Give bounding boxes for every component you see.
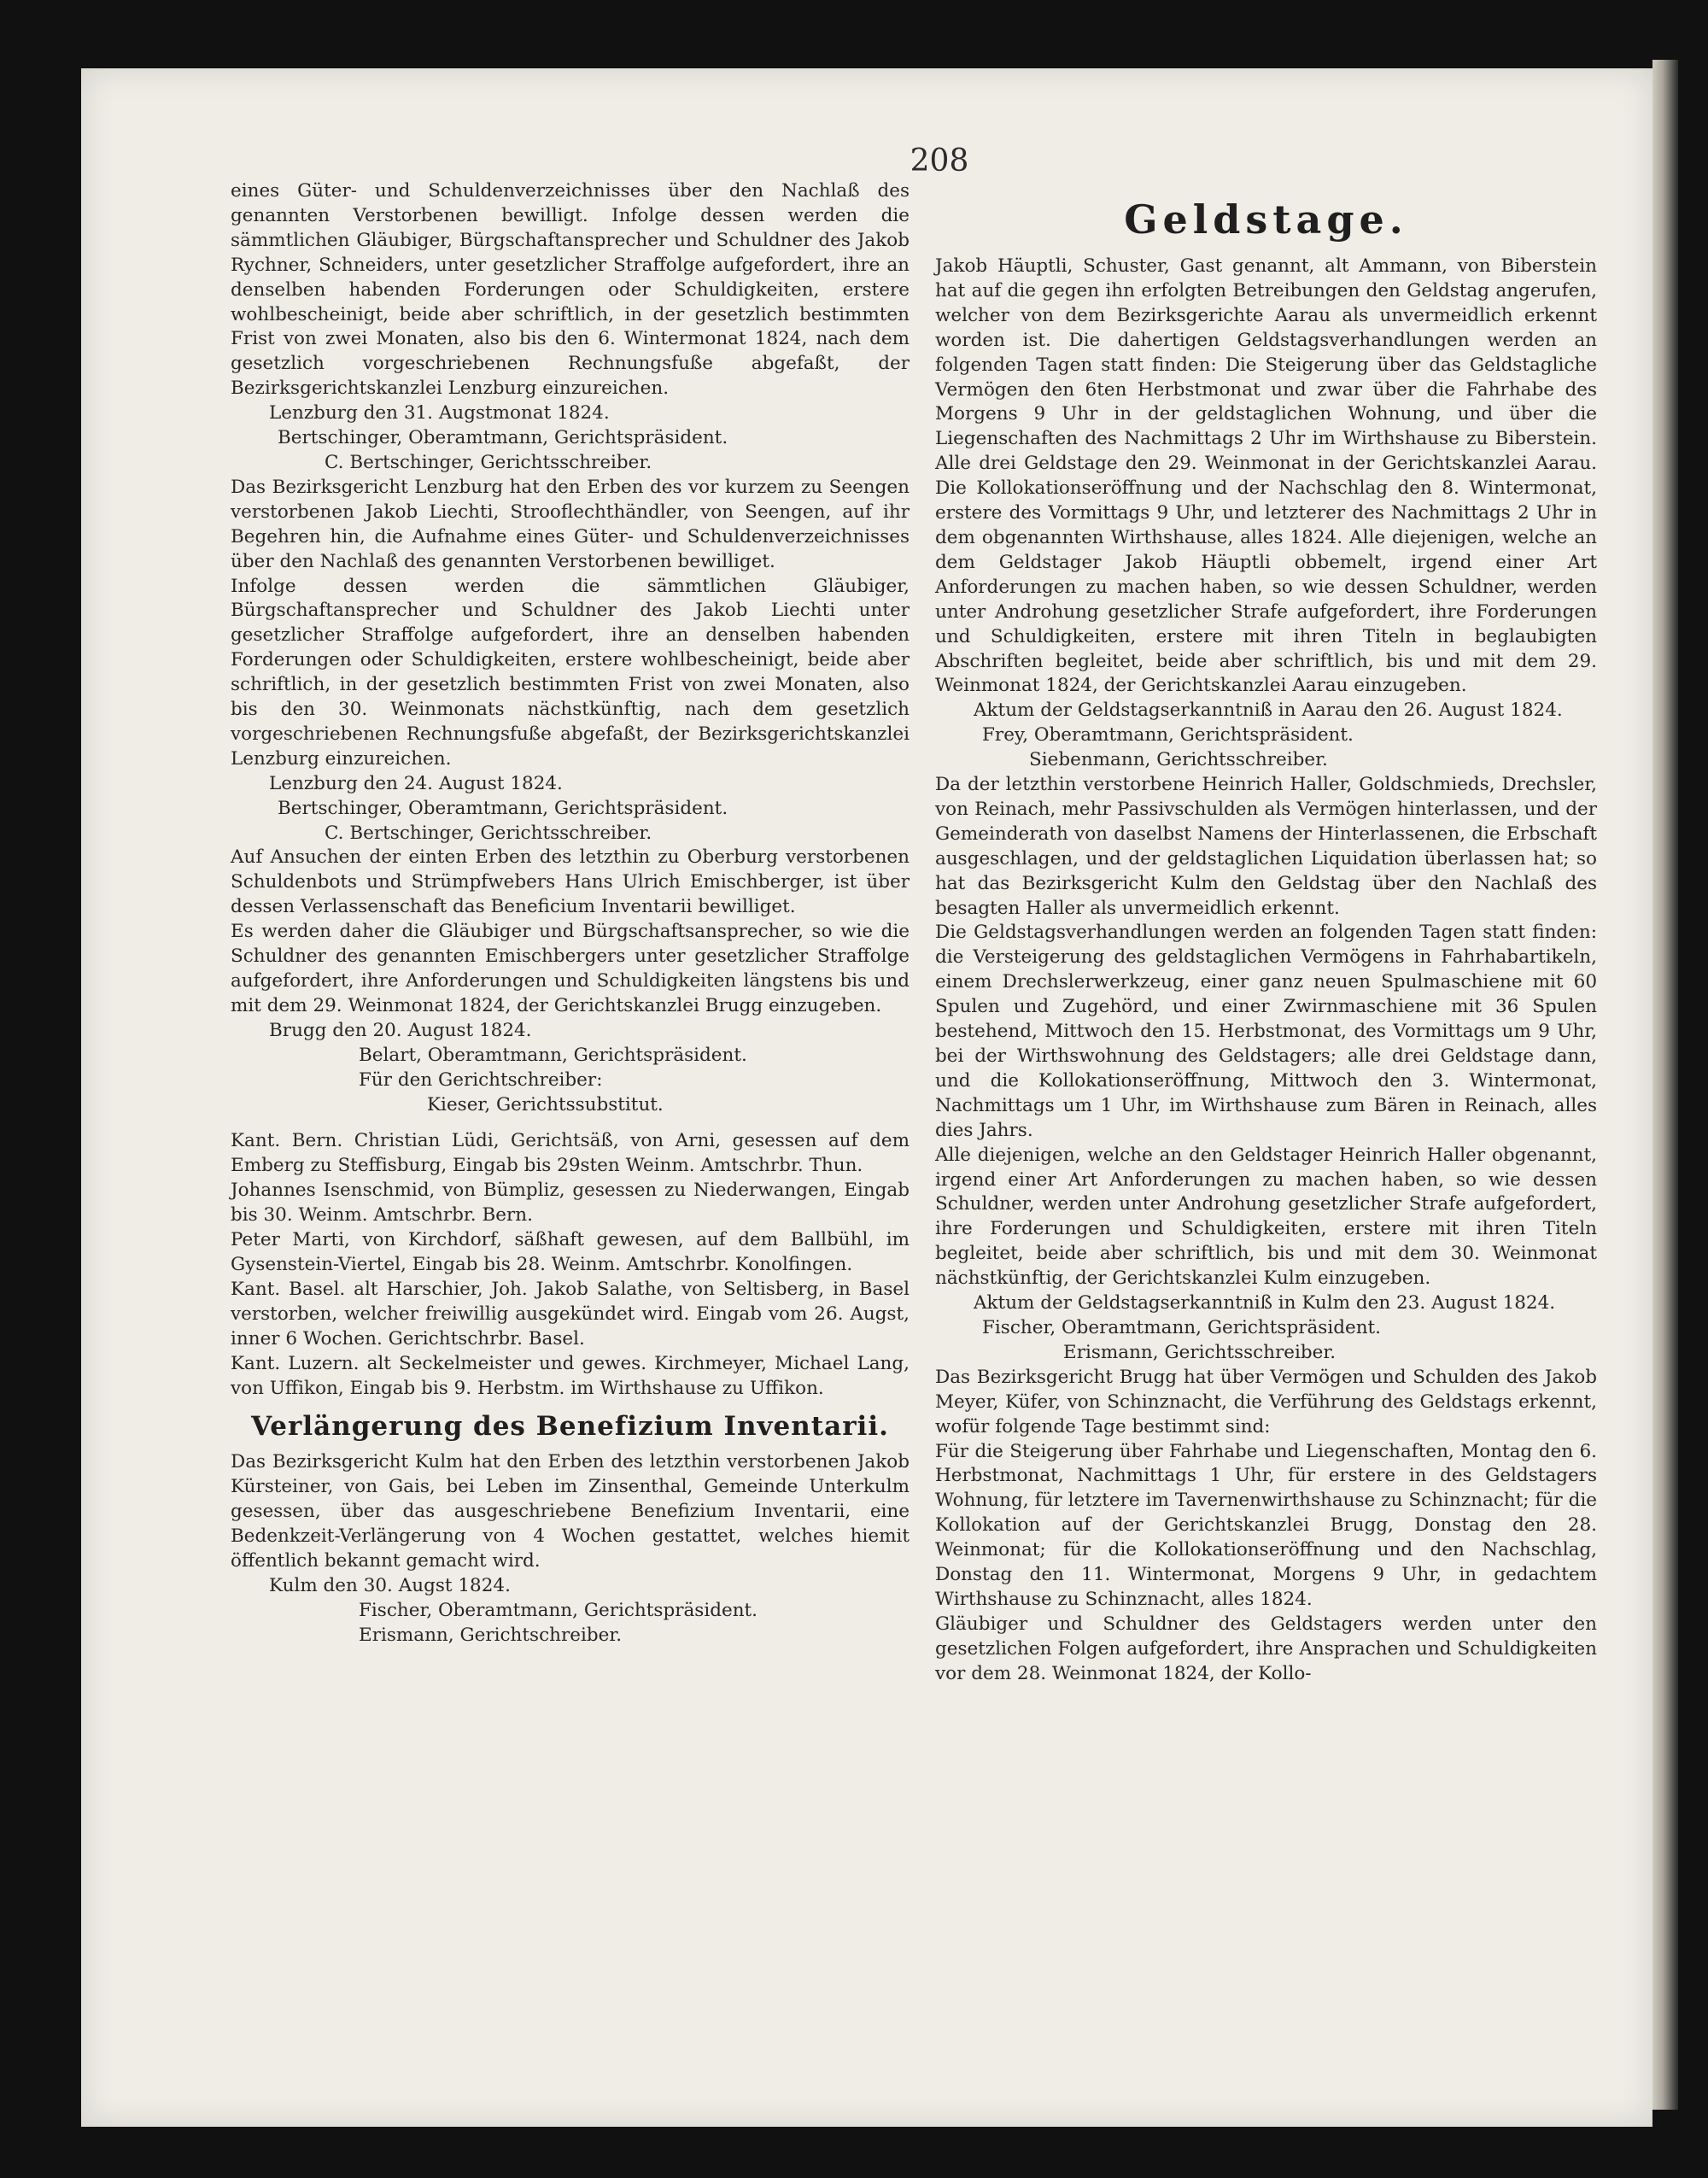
notice-paragraph: Gläubiger und Schuldner des Geldstagers werden unter den gesetzlichen Folgen aufgefordert, ihre Ansprachen und Schuldigkeiten vor dem 28. Weinmonat 1824, der Kollo-: [935, 1613, 1597, 1684]
notice-paragraph: Jakob Häuptli, Schuster, Gast genannt, alt Ammann, von Biberstein hat auf die gegen ihn erfolgten Betreibungen den Geldstag angerufen, welcher von dem Bezirksgerichte Aarau als unvermeidlich erkennt worden ist. Die dahertigen Geldstagsverhandlungen werden an folgenden Tagen statt finden: Die Steigerung über das Geldstagliche Vermögen den 6ten Herbstmonat und zwar über die Fahrhabe des Morgens 9 Uhr in der geldstaglichen Wohnung, und über die Liegenschaften des Nachmittags 2 Uhr im Wirthshause zu Biberstein. Alle drei Geldstage den 29. Weinmonat in der Gerichtskanzlei Aarau. Die Kollokationseröffnung und der Nachschlag den 8. Wintermonat, erstere des Vormittags 9 Uhr, und letzterer des Nachmittags 2 Uhr in dem obgenannten Wirthshause, alles 1824. Alle diejenigen, welche an dem Geldstager Jakob Häuptli obbemelt, irgend einer Art Anforderungen zu machen haben, so wie dessen Schuldner, werden unter Androhung gesetzlicher Strafe aufgefordert, ihre Forderungen und Schuldigkeiten, erstere mit ihren Titeln in beglaubigten Abschriften begleitet, beide aber schriftlich, bis und mit dem 29. Weinmonat 1824, der Gerichtskanzlei Aarau einzugeben.: [935, 255, 1597, 697]
notice-paragraph: eines Güter- und Schuldenverzeichnisses über den Nachlaß des genannten Verstorbenen bewilligt. Infolge dessen werden die sämmtlichen Gläubiger, Bürgschaftansprecher und Schuldner des Jakob Rychner, Schneiders, unter gesetzlicher Straffolge aufgefordert, ihre an denselben habenden Forderungen oder Schuldigkeiten, erstere wohlbescheinigt, beide aber schriftlich, in der gesetzlich bestimmten Frist von zwei Monaten, also bis den 6. Wintermonat 1824, nach dem gesetzlich vorgeschriebenen Rechnungsfuße abgefaßt, der Bezirksgerichtskanzlei Lenzburg einzureichen.: [231, 180, 910, 400]
signature-line: C. Bertschinger, Gerichtsschreiber.: [325, 822, 652, 844]
notice-paragraph: Johannes Isenschmid, von Bümpliz, gesessen zu Niederwangen, Eingab bis 30. Weinm. Amtschrbr. Bern.: [231, 1180, 910, 1227]
notice-paragraph: Peter Marti, von Kirchdorf, säßhaft gewesen, auf dem Ballbühl, im Gysenstein-Viertel, Eingab bis 28. Weinm. Amtschrbr. Konolfingen.: [231, 1229, 910, 1275]
signature-line: Frey, Oberamtmann, Gerichtspräsident.: [982, 724, 1354, 746]
dateline: Kulm den 30. Augst 1824.: [269, 1574, 511, 1596]
notice-paragraph: Da der letzthin verstorbene Heinrich Haller, Goldschmieds, Drechsler, von Reinach, mehr Passivschulden als Vermögen hinterlassen, und der Gemeinderath von daselbst Namens der Hinterlassenen, die Erbschaft ausgeschlagen, und der geldstaglichen Liquidation überlassen hat; so hat das Bezirksgericht Kulm den Geldstag über den Nachlaß des besagten Haller als unvermeidlich erkennt.: [935, 774, 1597, 919]
signature-line: Fischer, Oberamtmann, Gerichtspräsident.: [359, 1599, 758, 1621]
section-gap: [231, 1117, 910, 1129]
dateline: Lenzburg den 31. Augstmonat 1824.: [269, 402, 610, 424]
page-number: 208: [910, 143, 969, 179]
dateline: Aktum der Geldstagserkanntniß in Aarau den 26. August 1824.: [974, 700, 1563, 722]
section-heading: Verlängerung des Benefizium Inventarii.: [251, 1411, 889, 1443]
notice-paragraph: Es werden daher die Gläubiger und Bürgschaftsansprecher, so wie die Schuldner des genannten Emischbergers unter gesetzlicher Straffolge aufgefordert, ihre Anforderungen und Schuldigkeiten längstens bis und mit dem 29. Weinmonat 1824, der Gerichtskanzlei Brugg einzugeben.: [231, 921, 910, 1016]
notice-paragraph: Kant. Basel. alt Harschier, Joh. Jakob Salathe, von Seltisberg, in Basel verstorben, welcher freiwillig ausgekündet wird. Eingab vom 26. Augst, inner 6 Wochen. Gerichtschrbr. Basel.: [231, 1278, 910, 1350]
signature-line: Für den Gerichtschreiber:: [359, 1069, 603, 1091]
left-column: [231, 179, 910, 1648]
notice-paragraph: Kant. Luzern. alt Seckelmeister und gewes. Kirchmeyer, Michael Lang, von Uffikon, Eingab bis 9. Herbstm. im Wirthshause zu Uffikon.: [231, 1352, 910, 1399]
signature-line: Siebenmann, Gerichtsschreiber.: [1029, 749, 1328, 771]
right-column: [935, 196, 1597, 1687]
notice-paragraph: Auf Ansuchen der einten Erben des letzthin zu Oberburg verstorbenen Schuldenbots und Strümpfwebers Hans Ulrich Emischberger, ist über dessen Verlassenschaft das Beneficium Inventarii bewilliget.: [231, 846, 910, 918]
notice-paragraph: Infolge dessen werden die sämmtlichen Gläubiger, Bürgschaftansprecher und Schuldner des Jakob Liechti unter gesetzlicher Straffolge aufgefordert, ihre an denselben habenden Forderungen oder Schuldigkeiten, erstere wohlbescheinigt, beide aber schriftlich, in der gesetzlich bestimmten Frist von zwei Monaten, also bis den 30. Weinmonats nächstkünftig, nach dem gesetzlich vorgeschriebenen Rechnungsfuße abgefaßt, der Bezirksgerichtskanzlei Lenzburg einzureichen.: [231, 575, 910, 770]
notice-paragraph: Das Bezirksgericht Lenzburg hat den Erben des vor kurzem zu Seengen verstorbenen Jakob Liechti, Strooflechthändler, von Seengen, auf ihr Begehren hin, die Aufnahme eines Güter- und Schuldenverzeichnisses über den Nachlaß des genannten Verstorbenen bewilliget.: [231, 476, 910, 572]
signature-line: Erismann, Gerichtschreiber.: [359, 1624, 623, 1646]
notice-paragraph: Das Bezirksgericht Kulm hat den Erben des letzthin verstorbenen Jakob Kürsteiner, von Gais, bei Leben im Zinsenthal, Gemeinde Unterkulm gesessen, über das ausgeschriebene Benefizium Inventarii, eine Bedenkzeit-Verlängerung von 4 Wochen gestattet, welches hiemit öffentlich bekannt gemacht wird.: [231, 1451, 910, 1572]
notice-paragraph: Die Geldstagsverhandlungen werden an folgenden Tagen statt finden: die Versteigerung des geldstaglichen Vermögens in Fahrhabartikeln, einem Drechslerwerkzeug, einer ganz neuen Spulmaschiene mit 60 Spulen und Zugehörd, und einer Zwirnmaschiene mit 36 Spulen bestehend, Mittwoch den 15. Herbstmonat, des Vormittags um 9 Uhr, bei der Wirthswohnung des Geldstagers; alle drei Geldstage dann, und die Kollokationseröffnung, Mittwoch den 3. Wintermonat, Nachmittags um 1 Uhr, im Wirthshause zum Bären in Reinach, alles dies Jahrs.: [935, 922, 1597, 1141]
dateline: Brugg den 20. August 1824.: [269, 1019, 532, 1041]
signature-line: Belart, Oberamtmann, Gerichtspräsident.: [359, 1044, 747, 1066]
signature-line: Bertschinger, Oberamtmann, Gerichtspräsident.: [278, 427, 728, 449]
signature-line: Fischer, Oberamtmann, Gerichtspräsident.: [982, 1316, 1382, 1338]
signature-line: C. Bertschinger, Gerichtsschreiber.: [325, 451, 652, 473]
notice-paragraph: Für die Steigerung über Fahrhabe und Liegenschaften, Montag den 6. Herbstmonat, Nachmittags 1 Uhr, für erstere in des Geldstagers Wohnung, für letztere im Tavernenwirthshause zu Schinznacht; für die Kollokation auf der Gerichtskanzlei Brugg, Donstag den 28. Weinmonat; für die Kollokationseröffnung und den Nachschlag, Donstag den 11. Wintermonat, Morgens 9 Uhr, in gedachtem Wirthshause zu Schinznacht, alles 1824.: [935, 1440, 1597, 1610]
notice-paragraph: Alle diejenigen, welche an den Geldstager Heinrich Haller obgenannt, irgend einer Art Anforderungen zu machen haben, so wie dessen Schuldner, werden unter Androhung gesetzlicher Strafe aufgefordert, ihre Forderungen und Schuldigkeiten, erstere mit ihren Titeln begleitet, beide aber schriftlich, bis und mit dem 30. Weinmonat nächstkünftig, der Gerichtskanzlei Kulm einzugeben.: [935, 1144, 1597, 1290]
notice-paragraph: Kant. Bern. Christian Lüdi, Gerichtsäß, von Arni, gesessen auf dem Emberg zu Steffisburg, Eingab bis 29sten Weinm. Amtschrbr. Thun.: [231, 1130, 910, 1177]
dateline: Lenzburg den 24. August 1824.: [269, 772, 563, 794]
signature-line: Erismann, Gerichtsschreiber.: [1063, 1341, 1337, 1363]
signature-line: Kieser, Gerichtssubstitut.: [427, 1093, 664, 1115]
notice-paragraph: Das Bezirksgericht Brugg hat über Vermögen und Schulden des Jakob Meyer, Küfer, von Schinznacht, die Verführung des Geldstags erkennt, wofür folgende Tage bestimmt sind:: [935, 1366, 1597, 1437]
section-heading: Geldstage.: [1124, 196, 1408, 243]
page-edge: [1652, 60, 1678, 2110]
signature-line: Bertschinger, Oberamtmann, Gerichtspräsident.: [278, 797, 728, 819]
dateline: Aktum der Geldstagserkanntniß in Kulm den 23. August 1824.: [974, 1292, 1556, 1314]
